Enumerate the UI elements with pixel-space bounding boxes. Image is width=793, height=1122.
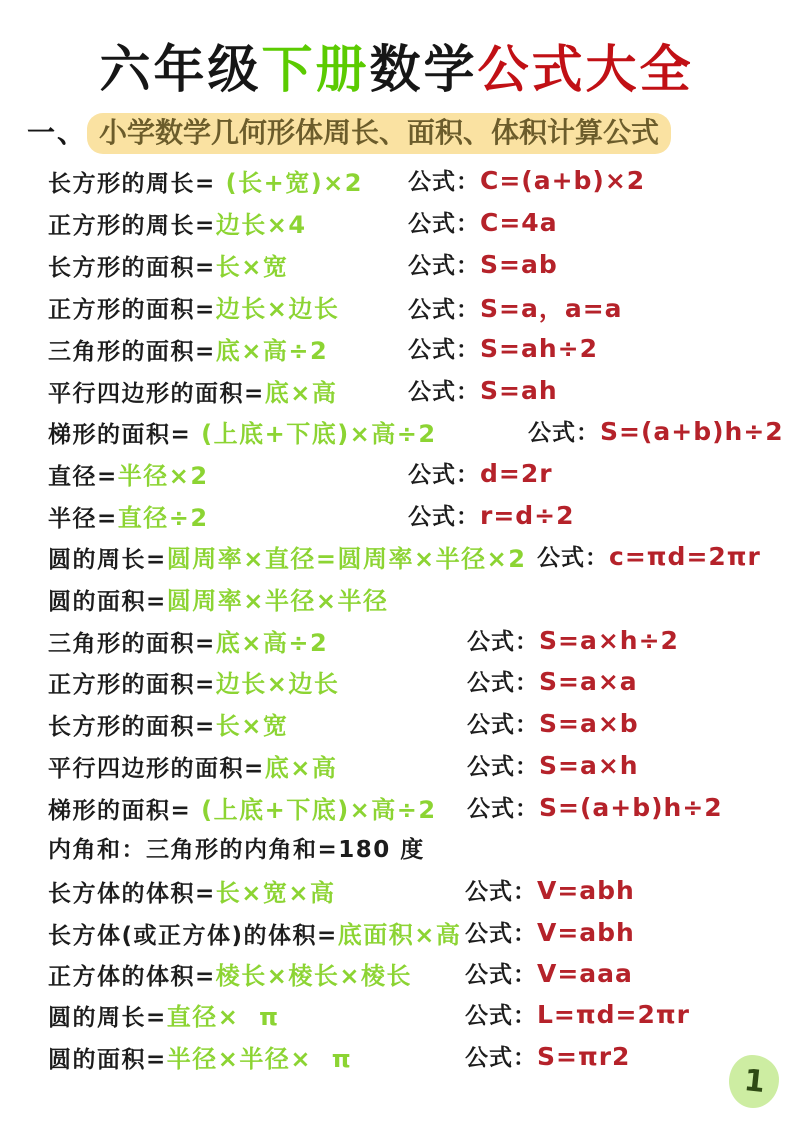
term-expression: 边长×边长	[215, 670, 340, 698]
formula-group	[537, 539, 761, 572]
formula-prefix: 公式：	[528, 420, 600, 446]
formula-value: V=aaa	[537, 959, 633, 988]
page-number: 1	[741, 1063, 767, 1100]
title-suffix: 公式大全	[477, 41, 694, 100]
term-expression: 直径× π	[166, 1003, 280, 1031]
formula-row	[0, 1039, 793, 1073]
term-label: 平行四边形的面积=	[48, 756, 265, 782]
formula-prefix: 公式：	[467, 754, 539, 780]
formula-value: S=ah	[480, 376, 558, 405]
formula-row	[0, 539, 793, 573]
term-label: 圆的面积=	[48, 1047, 167, 1073]
term-label: 正方形的面积=	[48, 672, 216, 698]
term-label: 正方体的体积=	[48, 964, 216, 990]
section-heading	[27, 111, 671, 151]
formula-row	[0, 414, 793, 448]
formula-prefix: 公式：	[467, 712, 539, 738]
formula-value: L=πd=2πr	[537, 1000, 690, 1029]
term-label: 三角形的面积=	[48, 631, 216, 657]
term-label: 半径=	[48, 506, 118, 532]
section-number: 一、	[27, 116, 88, 149]
formula-prefix: 公式：	[408, 253, 480, 279]
formula-row	[0, 664, 793, 698]
term-label: 长方体(或正方体)的体积=	[48, 923, 338, 949]
formula-value: V=abh	[537, 918, 635, 947]
formula-value: d=2r	[480, 459, 553, 488]
formula-prefix: 公式：	[408, 462, 480, 488]
page-number-badge	[729, 1055, 779, 1108]
formula-value: c=πd=2πr	[609, 542, 761, 571]
formula-group	[465, 873, 635, 906]
formula-group	[408, 498, 575, 531]
formula-value: S=πr2	[537, 1042, 631, 1071]
formula-group	[528, 414, 784, 447]
term-expression: 边长×4	[215, 211, 307, 239]
formula-prefix: 公式：	[408, 379, 480, 405]
formula-group	[465, 915, 635, 948]
formula-row	[0, 247, 793, 281]
formula-row	[0, 873, 793, 907]
formula-prefix: 公式：	[467, 796, 539, 822]
section-title-highlight: 小学数学几何形体周长、面积、体积计算公式	[87, 113, 671, 154]
formula-group	[465, 1039, 630, 1072]
formula-row	[0, 997, 793, 1031]
formula-value: C=4a	[480, 208, 558, 237]
formula-row	[0, 831, 793, 865]
formula-value: S=a×a	[539, 667, 638, 696]
term-expression: 半径×2	[117, 462, 209, 490]
formula-prefix: 公式：	[408, 504, 480, 530]
term-expression: 长×宽×高	[215, 879, 336, 907]
formula-prefix: 公式：	[408, 337, 480, 363]
formula-row	[0, 456, 793, 490]
formula-value: S=(a+b)h÷2	[600, 417, 784, 446]
formula-row	[0, 956, 793, 990]
formula-group	[467, 790, 723, 823]
formula-prefix: 公式：	[465, 879, 537, 905]
formula-prefix: 公式：	[537, 545, 609, 571]
term-label: 梯形的面积=	[48, 798, 192, 824]
formula-value: C=(a+b)×2	[480, 166, 646, 195]
term-expression: (上底+下底)×高÷2	[191, 796, 437, 824]
term-expression: 底×高	[264, 754, 338, 782]
formula-group	[467, 623, 679, 656]
formula-prefix: 公式：	[467, 629, 539, 655]
term-expression: (长+宽)×2	[215, 169, 363, 197]
formula-row	[0, 581, 793, 615]
term-expression: 半径×半径× π	[166, 1045, 353, 1073]
formula-value: S=a×h÷2	[539, 626, 679, 655]
term-label: 长方形的周长=	[48, 171, 216, 197]
formula-row	[0, 748, 793, 782]
formula-value: S=ah÷2	[480, 334, 598, 363]
page-title	[0, 28, 793, 102]
formula-prefix: 公式：	[465, 1003, 537, 1029]
title-semester: 下册	[261, 41, 370, 100]
formula-value: S=(a+b)h÷2	[539, 793, 723, 822]
formula-group	[408, 373, 558, 406]
term-label: 圆的周长=	[48, 1005, 167, 1031]
formula-prefix: 公式：	[465, 921, 537, 947]
formula-group	[408, 205, 558, 238]
formula-value: S=a×h	[539, 751, 639, 780]
term-label: 正方形的面积=	[48, 297, 216, 323]
term-expression: 长×宽	[215, 712, 289, 740]
term-label: 长方体的体积=	[48, 881, 216, 907]
formula-prefix: 公式：	[467, 670, 539, 696]
formula-row	[0, 915, 793, 949]
term-expression: 棱长×棱长×棱长	[215, 962, 412, 990]
formula-value: S=a×b	[539, 709, 639, 738]
formula-row	[0, 205, 793, 239]
formula-prefix: 公式：	[465, 1045, 537, 1071]
term-expression: 底面积×高	[337, 921, 462, 949]
formula-value: r=d÷2	[480, 501, 575, 530]
term-expression: 边长×边长	[215, 295, 340, 323]
term-label: 圆的面积=	[48, 589, 167, 615]
term-label: 内角和：三角形的内角和=180 度	[48, 837, 425, 863]
formula-row	[0, 706, 793, 740]
formula-group	[408, 289, 623, 325]
term-expression: 长×宽	[215, 253, 289, 281]
formula-value: V=abh	[537, 876, 635, 905]
formula-prefix: 公式：	[408, 169, 480, 195]
term-label: 长方形的面积=	[48, 714, 216, 740]
formula-group	[467, 748, 639, 781]
formula-group	[467, 706, 639, 739]
formula-row	[0, 623, 793, 657]
term-expression: (上底+下底)×高÷2	[191, 420, 437, 448]
formula-group	[408, 247, 558, 280]
formula-row	[0, 498, 793, 532]
formula-row	[0, 289, 793, 323]
formula-group	[408, 456, 553, 489]
term-label: 圆的周长=	[48, 547, 167, 573]
formula-value: S=ab	[480, 250, 558, 279]
term-expression: 底×高	[264, 379, 338, 407]
title-subject: 数学	[369, 41, 478, 100]
formula-group	[467, 664, 638, 697]
term-expression: 底×高÷2	[215, 629, 329, 657]
term-label: 正方形的周长=	[48, 213, 216, 239]
term-expression: 底×高÷2	[215, 337, 329, 365]
formula-group	[465, 956, 633, 989]
formula-value: S=a，a=a	[480, 294, 623, 323]
formula-prefix: 公式：	[408, 297, 480, 323]
formula-group	[465, 997, 690, 1030]
formula-prefix: 公式：	[408, 211, 480, 237]
term-expression: 圆周率×直径=圆周率×半径×2	[166, 545, 527, 573]
term-label: 三角形的面积=	[48, 339, 216, 365]
formula-row	[0, 373, 793, 407]
formula-row	[0, 790, 793, 824]
title-grade: 六年级	[99, 41, 262, 100]
term-label: 直径=	[48, 464, 118, 490]
term-label: 长方形的面积=	[48, 255, 216, 281]
formula-prefix: 公式：	[465, 962, 537, 988]
formula-group	[408, 163, 645, 196]
term-label: 梯形的面积=	[48, 422, 192, 448]
formula-group	[408, 331, 598, 364]
term-label: 平行四边形的面积=	[48, 381, 265, 407]
term-expression: 圆周率×半径×半径	[166, 587, 389, 615]
formula-row	[0, 331, 793, 365]
term-expression: 直径÷2	[117, 504, 209, 532]
formula-row	[0, 163, 793, 197]
